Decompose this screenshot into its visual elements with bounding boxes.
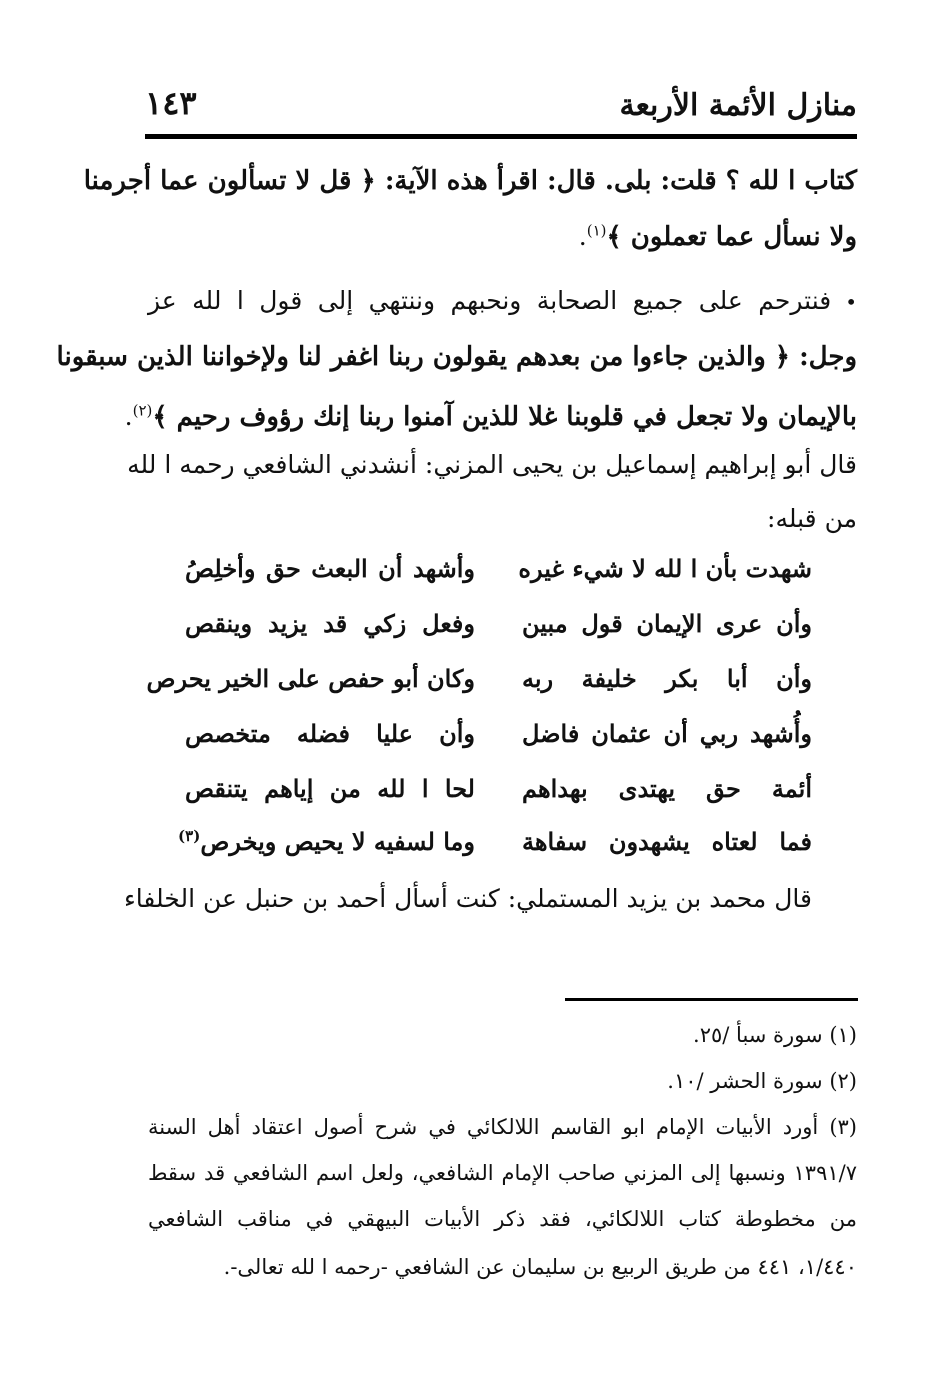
paragraph-text: قال محمد بن يزيد المستملي: كنت أسأل أحمد بن حنبل عن الخلفاء	[124, 884, 812, 913]
paragraph-text: كتاب ا لله ؟ قلت: بلى. قال: اقرأ هذه الآية: ﴿ قل لا تسألون عما أجرمنا	[83, 166, 857, 196]
verse-first-hemistich: وأن أبا بكر خليفة ربه	[522, 664, 812, 693]
verse-second-hemistich: وكان أبو حفص على الخير يحرص	[146, 664, 475, 693]
hemistich-text: وما لسفيه لا يحيص ويخرص	[200, 827, 475, 856]
footnote-ref: (١)	[586, 221, 607, 240]
body-line	[148, 282, 857, 322]
footnote-ref: (٣)	[178, 827, 201, 845]
body-line	[83, 162, 857, 202]
quran-verse: ولا نسأل عما تعملون ﴾	[606, 222, 857, 252]
verse-second-hemistich	[178, 823, 475, 861]
body-line: ولا نسأل عما تعملون ﴾$^{(١)}$.	[578, 221, 857, 252]
bullet-icon: •	[845, 290, 857, 314]
poem-verse	[185, 715, 812, 755]
body-line	[148, 500, 857, 540]
poem-verse	[185, 605, 812, 645]
verse-first-hemistich: وأُشهد ربي أن عثمان فاضل	[522, 719, 812, 748]
paragraph-text: قال أبو إبراهيم إسماعيل بن يحيى المزني: أنشدني الشافعي رحمه ا لله	[127, 450, 857, 479]
verse-second-hemistich: وفعل زكي قد يزيد وينقص	[185, 609, 475, 638]
poem-verse	[185, 550, 812, 590]
verse-second-hemistich: لحا ا لله من إياهم يتنقص	[185, 774, 475, 803]
paragraph-text: فنترحم على جميع الصحابة ونحبهم وننتهي إلى قول ا لله عز	[148, 286, 832, 315]
running-title: منازل الأئمة الأربعة	[619, 88, 857, 123]
footnote-ref: (٢)	[132, 401, 153, 420]
quran-verse: بالإيمان ولا تجعل في قلوبنا غلا للذين آمنوا ربنا إنك رؤوف رحيم ﴾	[152, 402, 857, 432]
footnote-line: ١٣٩١/٧ ونسبها إلى المزني صاحب الإمام الشافعي، ولعل اسم الشافعي قد سقط	[148, 1161, 857, 1185]
verse-first-hemistich: شهدت بأن ا لله لا شيء غيره	[518, 554, 812, 583]
verse-first-hemistich: فما لعتاه يشهدون سفاهة	[522, 827, 812, 856]
verse-first-hemistich: أئمة حق يهتدى بهداهم	[522, 774, 812, 803]
body-line	[127, 446, 857, 486]
page-number: ١٤٣	[145, 84, 197, 122]
body-line: بالإيمان ولا تجعل في قلوبنا غلا للذين آمنوا ربنا إنك رؤوف رحيم ﴾$^{(٢)}$.	[124, 401, 857, 432]
poem-verse	[146, 660, 812, 700]
body-line	[56, 338, 857, 378]
quran-verse: وجل: ﴿ والذين جاءوا من بعدهم يقولون ربنا اغفر لنا ولإخواننا الذين سبقونا	[56, 342, 857, 372]
paragraph-text: من قبله:	[767, 504, 857, 533]
footnote: (١) سورة سبأ /٢٥.	[693, 1023, 857, 1047]
verse-second-hemistich: وأشهد أن البعث حق وأخلِصُ	[185, 554, 475, 583]
body-line	[124, 880, 812, 920]
footnote-line: من مخطوطة كتاب اللالكائي، فقد ذكر الأبيات البيهقي في مناقب الشافعي	[148, 1207, 857, 1231]
verse-first-hemistich: وأن عرى الإيمان قول مبين	[522, 609, 812, 638]
verse-second-hemistich: وأن عليا فضله متخصص	[185, 719, 475, 748]
footnote: (٢) سورة الحشر /١٠.	[667, 1069, 857, 1093]
page-header	[145, 78, 857, 128]
footnote-line: ١/٤٤٠، ٤٤١ من طريق الربيع بن سليمان عن الشافعي -رحمه ا لله تعالى-.	[223, 1255, 857, 1279]
poem-verse	[185, 770, 812, 810]
poem-verse	[178, 823, 812, 863]
header-rule	[145, 134, 857, 139]
footnote-separator	[565, 998, 858, 1001]
footnote: (٣) أورد الأبيات الإمام ابو القاسم اللالكائي في شرح أصول اعتقاد أهل السنة	[148, 1115, 857, 1139]
